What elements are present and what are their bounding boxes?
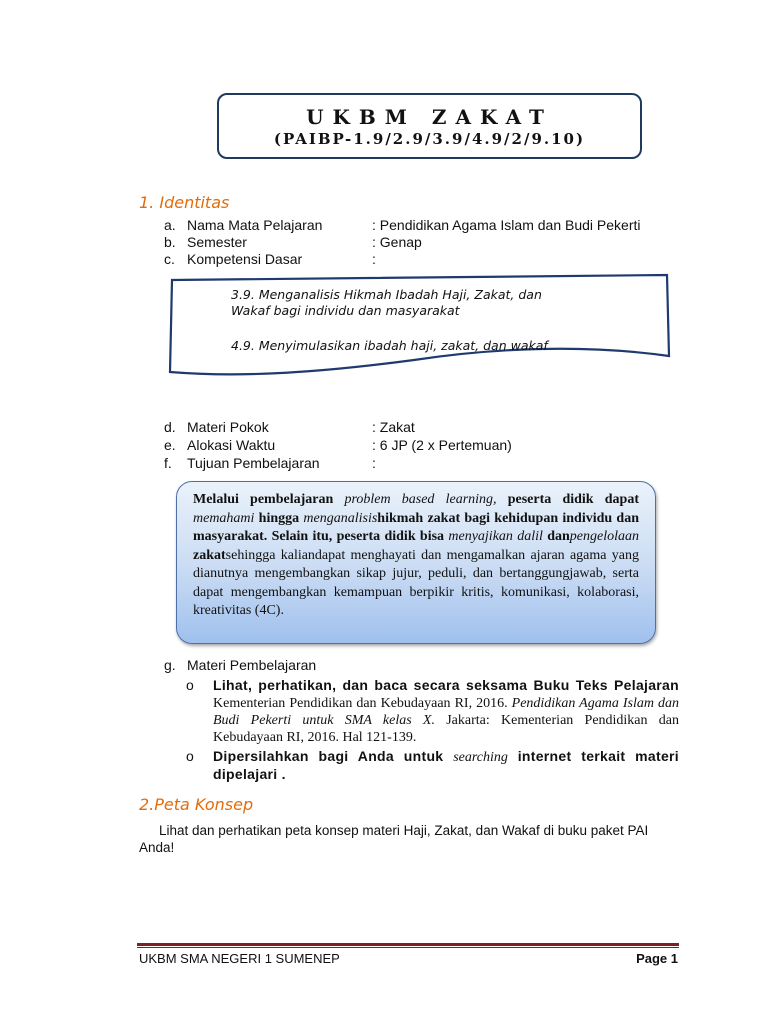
row-letter: f. bbox=[164, 455, 172, 471]
bullet-icon: o bbox=[186, 677, 194, 693]
row-label: Materi Pokok bbox=[187, 419, 269, 435]
row-label: Alokasi Waktu bbox=[187, 437, 276, 453]
kd-line-2: Wakaf bagi individu dan masyarakat bbox=[231, 303, 460, 318]
row-value: : bbox=[372, 455, 376, 471]
footer-divider bbox=[137, 943, 679, 946]
document-title: UKBM ZAKAT bbox=[306, 105, 553, 129]
objective-text: hingga bbox=[254, 510, 304, 526]
identity-row bbox=[164, 657, 679, 677]
row-label: Materi Pembelajaran bbox=[187, 657, 317, 673]
document-code: (PAIBP-1.9/2.9/3.9/4.9/2/9.10) bbox=[273, 130, 586, 148]
row-value: : Zakat bbox=[372, 419, 415, 435]
row-label: Nama Mata Pelajaran bbox=[187, 217, 323, 233]
row-letter: a. bbox=[164, 217, 176, 233]
objective-text: hikmah zakat bagi kehidupan individu dan masyarakat. Selain itu, peserta didik bisa bbox=[193, 510, 639, 544]
section-peta-konsep-heading: 2.Peta Konsep bbox=[139, 795, 254, 814]
row-label: Kompetensi Dasar bbox=[187, 251, 303, 267]
row-label: Tujuan Pembelajaran bbox=[187, 455, 320, 471]
footer-school: UKBM SMA NEGERI 1 SUMENEP bbox=[139, 951, 340, 966]
kd-banner-shape bbox=[164, 268, 674, 384]
row-letter: b. bbox=[164, 234, 176, 250]
objective-text: Melalui pembelajaran bbox=[193, 492, 345, 507]
row-value: : Pendidikan Agama Islam dan Budi Pekerti bbox=[372, 217, 641, 233]
objective-text: menganalisis bbox=[303, 510, 378, 526]
bullet-text: Jakarta: Kementerian Pendidikan dan Kebudayaan RI, 2016. Hal 121-139. bbox=[213, 713, 679, 745]
bullet-text: searching bbox=[453, 750, 508, 765]
list-item bbox=[164, 677, 679, 746]
title-box bbox=[217, 93, 642, 159]
learning-objective-box bbox=[176, 481, 656, 644]
kd-line-3: 4.9. Menyimulasikan ibadah haji, zakat, dan wakaf bbox=[231, 338, 548, 353]
section-identitas-heading: 1. Identitas bbox=[139, 193, 230, 212]
objective-text: sehingga kaliandapat menghayati dan mengamalkan ajaran agama yang dianutnya mengembangkan sikap jujur, peduli, dan bertanggungjawab, serta dapat mengembangkan kemampuan berpikir kritis, komunikasi, kolaborasi, kreativitas (4C). bbox=[193, 547, 639, 618]
list-item bbox=[164, 748, 679, 784]
objective-text: problem based learning, bbox=[344, 492, 497, 507]
bullet-text: Lihat, perhatikan, dan baca secara seksama Buku Teks Pelajaran bbox=[213, 677, 679, 693]
peta-konsep-sentence: Lihat dan perhatikan peta konsep materi Haji, Zakat, dan Wakaf di buku paket PAI Anda! bbox=[139, 823, 649, 855]
page-number: Page 1 bbox=[636, 951, 678, 966]
objective-text: peserta didik dapat bbox=[496, 492, 639, 507]
row-letter: g. bbox=[164, 657, 176, 673]
objective-text: dan bbox=[547, 529, 570, 544]
row-value: : 6 JP (2 x Pertemuan) bbox=[372, 437, 512, 453]
kd-line-1: 3.9. Menganalisis Hikmah Ibadah Haji, Zakat, dan bbox=[231, 287, 542, 302]
bullet-text: Kementerian Pendidikan dan Kebudayaan RI, 2016. bbox=[213, 696, 512, 711]
objective-text: memahami bbox=[193, 510, 255, 526]
footer-divider bbox=[137, 947, 679, 948]
row-letter: e. bbox=[164, 437, 176, 453]
row-letter: d. bbox=[164, 419, 176, 435]
objective-text: menyajikan dalil bbox=[448, 529, 543, 544]
bullet-text: internet terkait materi dipelajari . bbox=[213, 748, 679, 782]
bullet-text: Pendidikan Agama Islam dan Budi Pekerti untuk SMA kelas X. bbox=[213, 696, 679, 728]
row-value: : Genap bbox=[372, 234, 422, 250]
row-value: : bbox=[372, 251, 376, 267]
bullet-icon: o bbox=[186, 748, 194, 764]
row-label: Semester bbox=[187, 234, 247, 250]
bullet-text: Dipersilahkan bagi Anda untuk bbox=[213, 748, 454, 764]
materi-pembelajaran bbox=[164, 657, 679, 784]
objective-text: zakat bbox=[193, 547, 226, 563]
peta-konsep-text bbox=[139, 822, 679, 856]
row-letter: c. bbox=[164, 251, 175, 267]
objective-text: pengelolaan bbox=[569, 529, 640, 544]
